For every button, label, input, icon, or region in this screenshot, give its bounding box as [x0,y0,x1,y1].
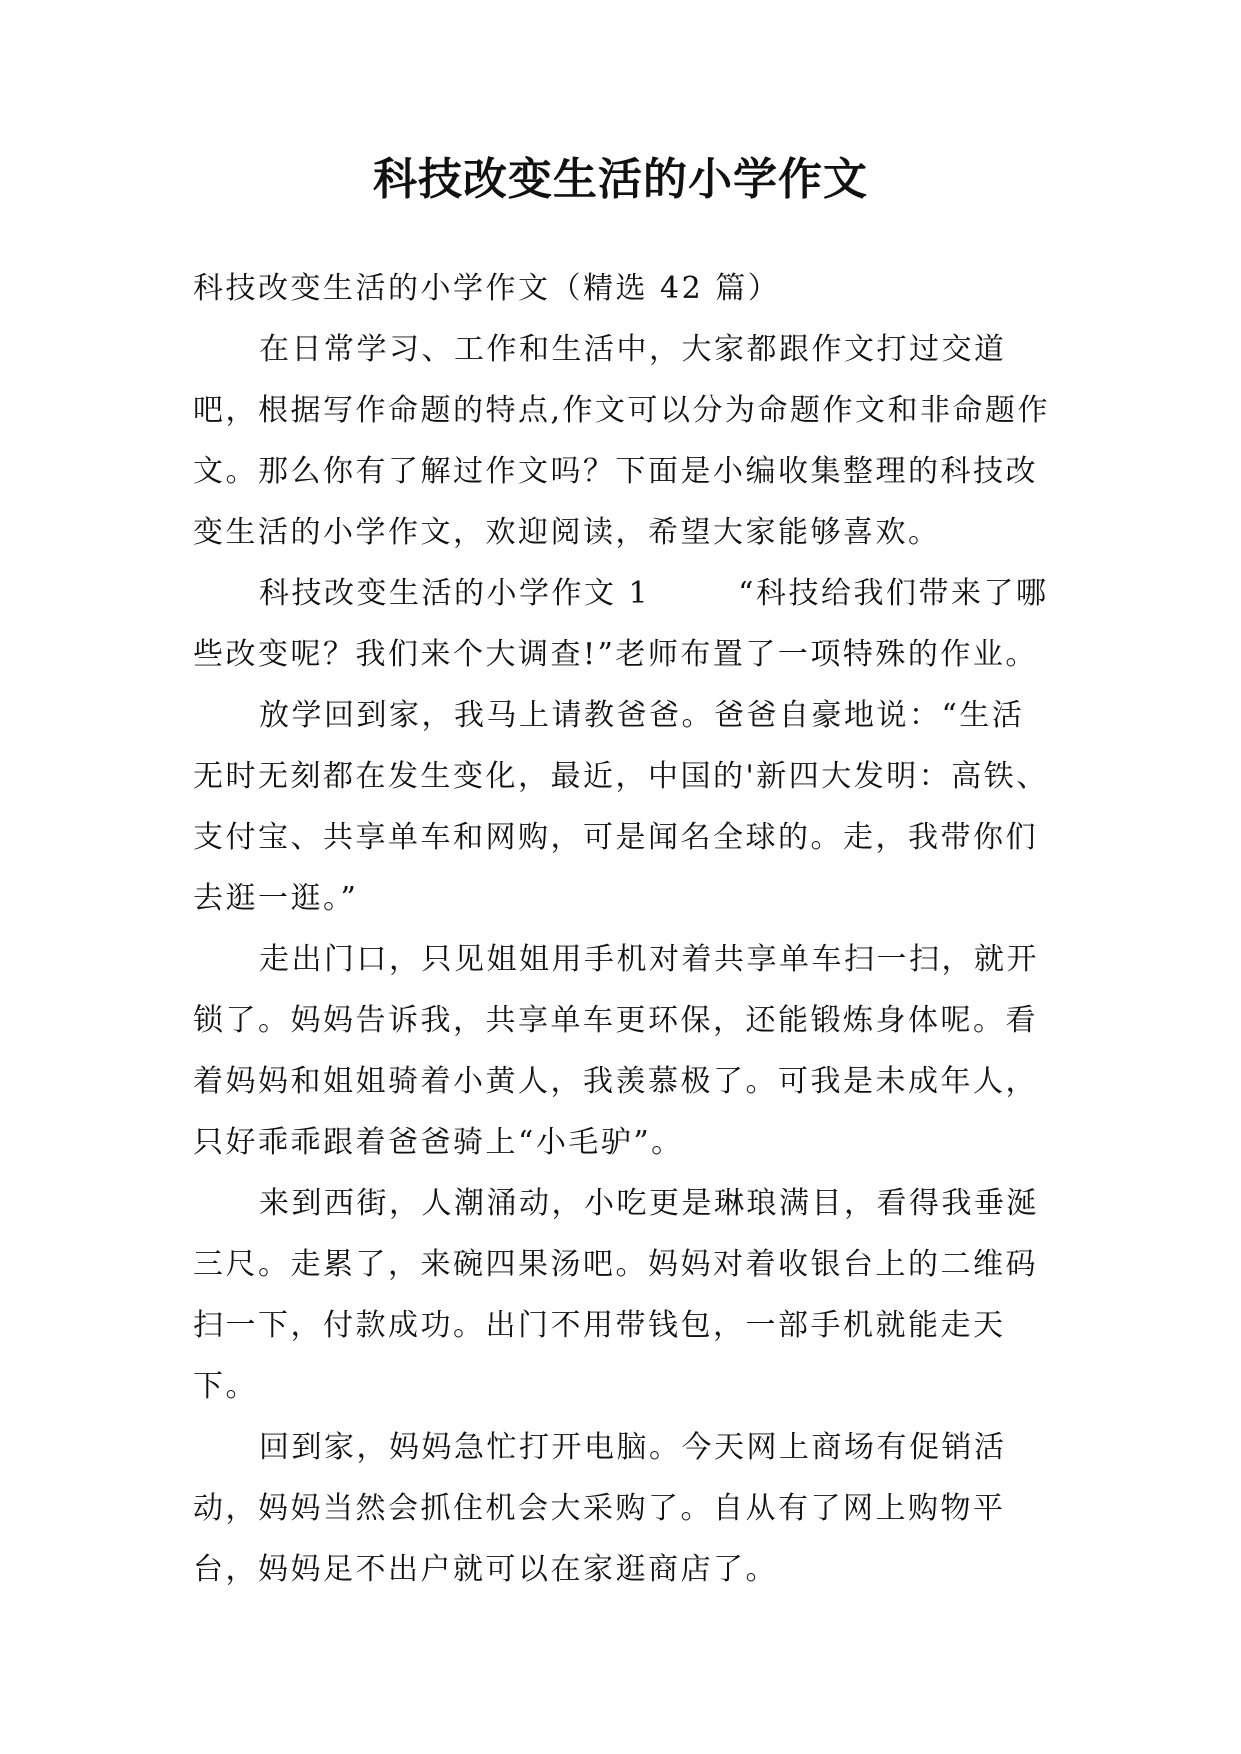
body-paragraph: 放学回到家，我马上请教爸爸。爸爸自豪地说：“生活无时无刻都在发生变化，最近，中国的'新四大发明：高铁、支付宝、共享单车和网购，可是闻名全球的。走，我带你们去逛一逛。” [193,698,1049,916]
document-subtitle: 科技改变生活的小学作文（精选 42 篇） [193,271,781,306]
document-title: 科技改变生活的小学作文 [373,154,868,205]
intro-paragraph: 在日常学习、工作和生活中，大家都跟作文打过交道吧，根据写作命题的特点,作文可以分为命题作文和非命题作文。那么你有了解过作文吗？下面是小编收集整理的科技改变生活的小学作文，欢迎阅读，希望大家能够喜欢。 [193,332,1051,550]
essay-1-opening [193,563,1055,685]
body-paragraph: 回到家，妈妈急忙打开电脑。今天网上商场有促销活动，妈妈当然会抓住机会大采购了。自从有了网上购物平台，妈妈足不出户就可以在家逛商店了。 [193,1430,1007,1587]
body-paragraph: 来到西街，人潮涌动，小吃更是琳琅满目，看得我垂涎三尺。走累了，来碗四果汤吧。妈妈对着收银台上的二维码扫一下，付款成功。出门不用带钱包，一部手机就能走天下。 [193,1186,1039,1404]
document-body [193,258,1055,1600]
essay-1-first-paragraph: “科技给我们带来了哪些改变呢？我们来个大调查!”老师布置了一项特殊的作业。 [193,576,1049,672]
body-paragraph: 走出门口，只见姐姐用手机对着共享单车扫一扫，就开锁了。妈妈告诉我，共享单车更环保，还能锻炼身体呢。看着妈妈和姐姐骑着小黄人，我羡慕极了。可我是未成年人，只好乖乖跟着爸爸骑上“小毛驴”。 [193,942,1039,1160]
essay-1-heading: 科技改变生活的小学作文 1 [259,576,651,611]
